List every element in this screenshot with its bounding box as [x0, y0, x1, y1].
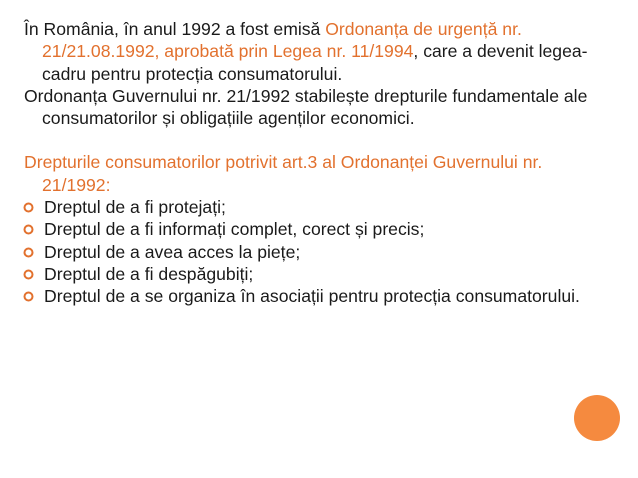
- intro-text-after: , care a devenit legea-cadru pentru protecția consumatorului.: [42, 41, 588, 84]
- decorative-orange-circle: [574, 395, 620, 441]
- intro-paragraph: [24, 18, 606, 85]
- slide-content: [24, 18, 606, 308]
- bullet-circle-icon: [23, 291, 34, 302]
- rights-list-item: [24, 285, 606, 307]
- rights-list-item: [24, 263, 606, 285]
- bullet-circle-icon: [23, 269, 34, 280]
- rights-heading: Drepturile consumatorilor potrivit art.3 al Ordonanței Guvernului nr. 21/1992:: [24, 152, 543, 195]
- ordinance-highlight: Ordonanța de urgență nr. 21/21.08.1992, aprobată prin Legea nr. 11/1994: [42, 19, 522, 62]
- rights-item-text: Dreptul de a fi protejați;: [44, 197, 226, 218]
- rights-list-item: [24, 196, 606, 218]
- rights-list: [24, 196, 606, 307]
- ordinance-paragraph: Ordonanța Guvernului nr. 21/1992 stabilește drepturile fundamentale ale consumatorilor și obligațiile agenților economici.: [24, 85, 588, 129]
- rights-list-item: [24, 241, 606, 263]
- rights-item-text: Dreptul de a fi despăgubiți;: [44, 263, 254, 284]
- bullet-circle-icon: [23, 247, 34, 258]
- rights-item-text: Dreptul de a se organiza în asociații pentru protecția consumatorului.: [44, 286, 580, 307]
- rights-list-item: [24, 218, 606, 240]
- rights-item-text: Dreptul de a fi informați complet, corect și precis;: [44, 219, 425, 240]
- rights-item-text: Dreptul de a avea acces la piețe;: [44, 241, 301, 262]
- spacer: [24, 129, 606, 151]
- intro-text-before: În România, în anul 1992 a fost emisă: [24, 19, 326, 39]
- bullet-circle-icon: [23, 202, 34, 213]
- bullet-circle-icon: [23, 224, 34, 235]
